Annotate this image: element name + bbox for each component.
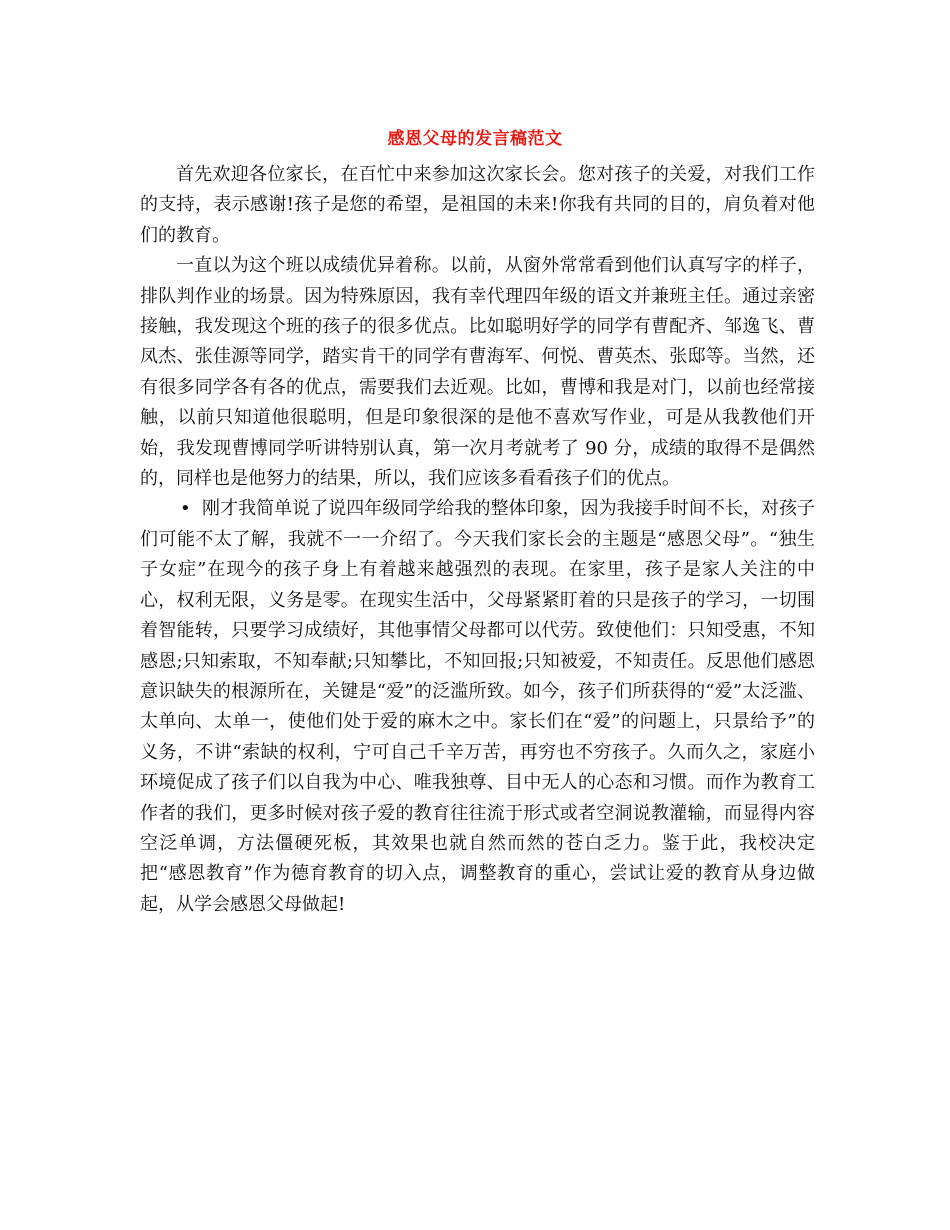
document-title: 感恩父母的发言稿范文 xyxy=(387,129,563,149)
paragraph-class-impression: 一直以为这个班以成绩优异着称。以前，从窗外常常看到他们认真写字的样子，排队判作业的场景。因为特殊原因，我有幸代理四年级的语文并兼班主任。通过亲密接触，我发现这个班的孩子的很多优点。比如聪明好学的同学有曹配齐、邹逸飞、曹凤杰、张佳源等同学，踏实肯干的同学有曹海军、何悦、曹英杰、张邸等。当然，还有很多同学各有各的优点，需要我们去近观。比如，曹博和我是对门，以前也经常接触，以前只知道他很聪明，但是印象很深的是他不喜欢写作业，可是从我教他们开始，我发现曹博同学听讲特别认真，第一次月考就考了 90 分，成绩的取得不是偶然的，同样也是他努力的结果，所以，我们应该多看看孩子们的优点。 xyxy=(140,255,815,490)
paragraph-gratitude-theme xyxy=(140,494,815,920)
document-body xyxy=(140,160,815,920)
bullet-marker: • xyxy=(180,498,191,520)
paragraph-welcome: 首先欢迎各位家长，在百忙中来参加这次家长会。您对孩子的关爱，对我们工作的支持，表示感谢!孩子是您的希望，是祖国的未来!你我有共同的目的，肩负着对他们的教育。 xyxy=(140,164,815,246)
paragraph-gratitude-text: 刚才我简单说了说四年级同学给我的整体印象，因为我接手时间不长，对孩子们可能不太了解，我就不一一介绍了。今天我们家长会的主题是“感恩父母”。“独生子女症”在现今的孩子身上有着越来越强烈的表现。在家里，孩子是家人关注的中心，权利无限，义务是零。在现实生活中，父母紧紧盯着的只是孩子的学习，一切围着智能转，只要学习成绩好，其他事情父母都可以代劳。致使他们：只知受惠，不知感恩;只知索取，不知奉献;只知攀比，不知回报;只知被爱，不知责任。反思他们感恩意识缺失的根源所在，关键是“爱”的泛滥所致。如今，孩子们所获得的“爱”太泛滥、太单向、太单一，使他们处于爱的麻木之中。家长们在“爱”的问题上，只景给予”的义务，不讲“索缺的权利，宁可自己千辛万苦，再穷也不穷孩子。久而久之，家庭小环境促成了孩子们以自我为中心、唯我独尊、目中无人的心态和习惯。而作为教育工作者的我们，更多时候对孩子爱的教育往往流于形式或者空洞说教灌输，而显得内容空泛单调，方法僵硬死板，其效果也就自然而然的苍白乏力。鉴于此，我校决定把“感恩教育”作为德育教育的切入点，调整教育的重心，尝试让爱的教育从身边做起，从学会感恩父母做起! xyxy=(140,498,815,915)
